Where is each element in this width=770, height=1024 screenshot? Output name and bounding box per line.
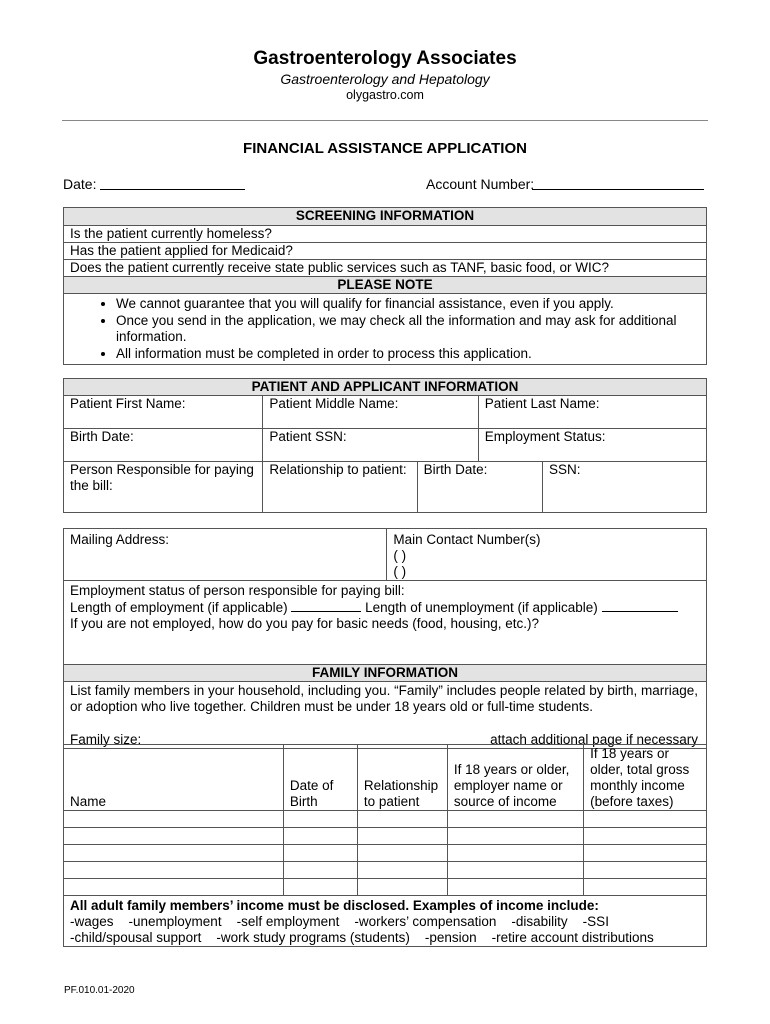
date-label: Date: bbox=[63, 176, 97, 192]
income-heading: All adult family members’ income must be disclosed. Examples of income include: bbox=[70, 898, 599, 913]
column-header-dob: Date of Birth bbox=[283, 745, 357, 811]
attach-note: attach additional page if necessary bbox=[490, 732, 698, 747]
column-header-name: Name bbox=[64, 745, 284, 811]
phone-number-2[interactable]: ( ) bbox=[393, 564, 407, 579]
length-employment-label: Length of employment (if applicable) bbox=[70, 600, 288, 615]
family-name-cell[interactable] bbox=[64, 811, 284, 828]
header-divider bbox=[62, 120, 708, 121]
organization-website: olygastro.com bbox=[346, 88, 424, 102]
screening-question-public-services[interactable]: Does the patient currently receive state public services such as TANF, basic food, or WIC? bbox=[64, 260, 707, 277]
family-name-cell[interactable] bbox=[64, 845, 284, 862]
family-income-cell[interactable] bbox=[584, 811, 707, 828]
patient-employment-status-field[interactable]: Employment Status: bbox=[478, 429, 706, 462]
patient-first-name-field[interactable]: Patient First Name: bbox=[64, 396, 263, 429]
family-relationship-cell[interactable] bbox=[357, 828, 447, 845]
family-employer-cell[interactable] bbox=[447, 879, 583, 896]
screening-header: SCREENING INFORMATION bbox=[64, 208, 707, 226]
family-dob-cell[interactable] bbox=[283, 811, 357, 828]
income-examples-1: -wages -unemployment -self employment -workers’ compensation -disability -SSI bbox=[70, 914, 609, 929]
organization-name: Gastroenterology Associates bbox=[253, 48, 517, 69]
family-name-cell[interactable] bbox=[64, 879, 284, 896]
date-field[interactable] bbox=[100, 189, 245, 190]
family-dob-cell[interactable] bbox=[283, 845, 357, 862]
relationship-field[interactable]: Relationship to patient: bbox=[263, 462, 417, 513]
family-employer-cell[interactable] bbox=[447, 862, 583, 879]
employment-info bbox=[64, 581, 707, 665]
main-contact-field[interactable] bbox=[387, 529, 707, 581]
family-name-cell[interactable] bbox=[64, 828, 284, 845]
family-relationship-cell[interactable] bbox=[357, 811, 447, 828]
patient-last-name-field[interactable]: Patient Last Name: bbox=[478, 396, 706, 429]
responsible-party-row bbox=[63, 461, 707, 513]
family-name-cell[interactable] bbox=[64, 862, 284, 879]
note-item: • Once you send in the application, we may check all the information and may ask for additional information. bbox=[116, 313, 700, 346]
main-contact-label: Main Contact Number(s) bbox=[393, 532, 541, 547]
length-unemployment-field[interactable] bbox=[602, 599, 678, 612]
family-relationship-cell[interactable] bbox=[357, 879, 447, 896]
family-employer-cell[interactable] bbox=[447, 811, 583, 828]
screening-question-medicaid[interactable]: Has the patient applied for Medicaid? bbox=[64, 243, 707, 260]
screening-section bbox=[63, 207, 707, 365]
responsible-ssn-field[interactable]: SSN: bbox=[543, 462, 707, 513]
income-examples-2: -child/spousal support -work study programs (students) -pension -retire account distributions bbox=[70, 930, 654, 945]
income-disclosure bbox=[64, 896, 707, 947]
table-row bbox=[64, 879, 707, 896]
organization-subtitle: Gastroenterology and Hepatology bbox=[280, 71, 490, 87]
column-header-income: If 18 years or older, total gross monthly income (before taxes) bbox=[584, 745, 707, 811]
account-number-label: Account Number: bbox=[426, 176, 535, 192]
family-relationship-cell[interactable] bbox=[357, 845, 447, 862]
please-note-body bbox=[64, 294, 707, 365]
patient-middle-name-field[interactable]: Patient Middle Name: bbox=[263, 396, 478, 429]
family-employer-cell[interactable] bbox=[447, 828, 583, 845]
table-row bbox=[64, 862, 707, 879]
contact-section bbox=[63, 528, 707, 749]
responsible-birth-date-field[interactable]: Birth Date: bbox=[417, 462, 542, 513]
mailing-address-field[interactable]: Mailing Address: bbox=[64, 529, 387, 581]
family-header: FAMILY INFORMATION bbox=[64, 665, 707, 682]
family-intro: List family members in your household, including you. “Family” includes people related by birth, marriage, or adoption who live together. Children must be under 18 years old or full-time students. bbox=[70, 683, 699, 714]
employment-length-row bbox=[70, 599, 700, 616]
employment-status-label: Employment status of person responsible for paying bill: bbox=[70, 583, 405, 598]
family-members-table bbox=[63, 744, 707, 947]
phone-number-1[interactable]: ( ) bbox=[393, 548, 407, 563]
note-item: • We cannot guarantee that you will qualify for financial assistance, even if you apply. bbox=[116, 296, 700, 313]
length-employment-field[interactable] bbox=[291, 599, 361, 612]
family-size-label[interactable]: Family size: bbox=[70, 732, 142, 747]
note-item: • All information must be completed in order to process this application. bbox=[116, 346, 700, 363]
family-income-cell[interactable] bbox=[584, 879, 707, 896]
family-intro-cell bbox=[64, 682, 707, 749]
family-income-cell[interactable] bbox=[584, 845, 707, 862]
family-dob-cell[interactable] bbox=[283, 879, 357, 896]
family-dob-cell[interactable] bbox=[283, 828, 357, 845]
form-code: PF.010.01-2020 bbox=[64, 985, 135, 996]
table-row bbox=[64, 828, 707, 845]
table-row bbox=[64, 845, 707, 862]
length-unemployment-label: Length of unemployment (if applicable) bbox=[365, 600, 598, 615]
basic-needs-question[interactable]: If you are not employed, how do you pay for basic needs (food, housing, etc.)? bbox=[70, 616, 540, 631]
form-title: FINANCIAL ASSISTANCE APPLICATION bbox=[243, 140, 527, 157]
family-employer-cell[interactable] bbox=[447, 845, 583, 862]
family-relationship-cell[interactable] bbox=[357, 862, 447, 879]
screening-question-homeless[interactable]: Is the patient currently homeless? bbox=[64, 226, 707, 243]
patient-birth-date-field[interactable]: Birth Date: bbox=[64, 429, 263, 462]
column-header-relationship: Relationship to patient bbox=[357, 745, 447, 811]
column-header-employer: If 18 years or older, employer name or source of income bbox=[447, 745, 583, 811]
please-note-header: PLEASE NOTE bbox=[64, 277, 707, 294]
patient-ssn-field[interactable]: Patient SSN: bbox=[263, 429, 478, 462]
responsible-person-field[interactable]: Person Responsible for paying the bill: bbox=[64, 462, 263, 513]
table-row bbox=[64, 811, 707, 828]
patient-section bbox=[63, 378, 707, 462]
account-number-field[interactable] bbox=[532, 189, 704, 190]
family-dob-cell[interactable] bbox=[283, 862, 357, 879]
family-income-cell[interactable] bbox=[584, 862, 707, 879]
patient-header: PATIENT AND APPLICANT INFORMATION bbox=[64, 379, 707, 396]
family-income-cell[interactable] bbox=[584, 828, 707, 845]
